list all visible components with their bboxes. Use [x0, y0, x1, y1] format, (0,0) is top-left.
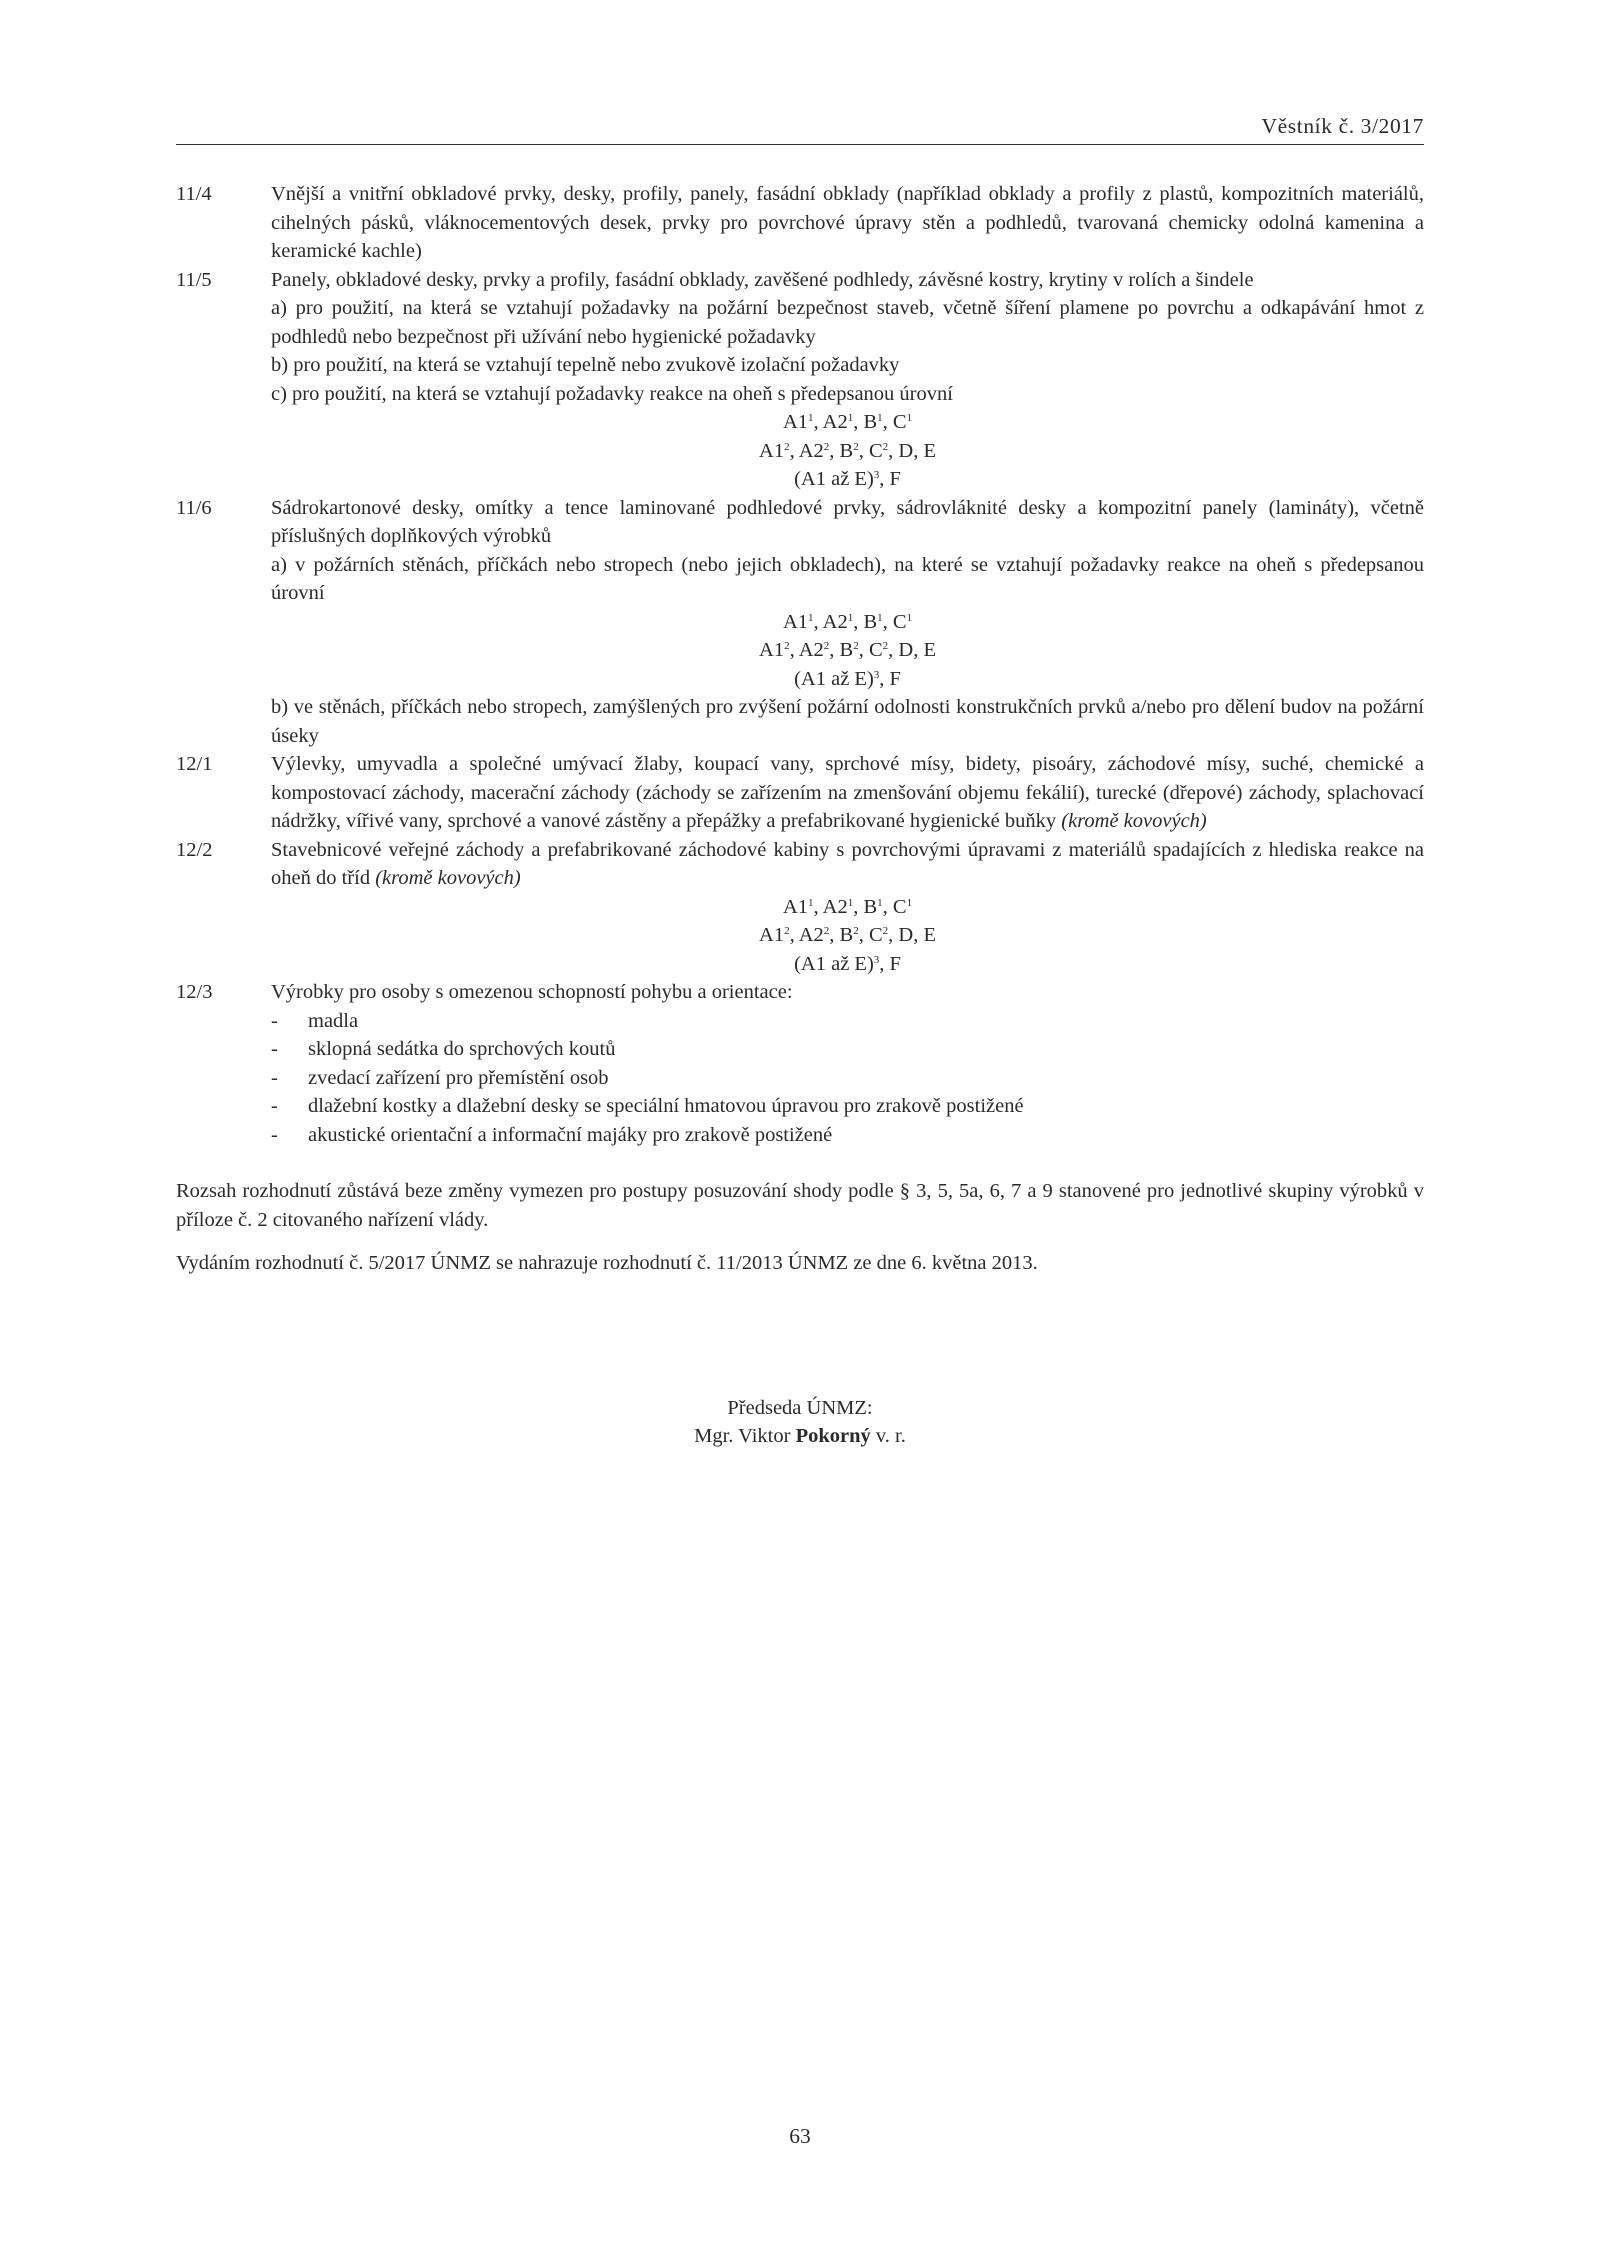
superscript: 1: [906, 611, 913, 624]
list-item-text: zvedací zařízení pro přemístění osob: [308, 1066, 609, 1089]
reaction-class-line-3: (A1 až E)$^3$, F: [794, 952, 901, 975]
reaction-class-line-2: $A1^2$, $A2^2$, $B^2$, $C^2$, D, E: [759, 439, 936, 462]
reaction-class-line-1: $A1^1$, $A2^1$, $B^1$, $C^1$: [782, 411, 913, 433]
superscript: 1: [808, 412, 814, 424]
dash-bullet: -: [271, 1009, 278, 1032]
entry-number: 12/1: [176, 753, 213, 775]
superscript: 1: [906, 412, 913, 424]
entry-text: Stavebnicové veřejné záchody a prefabrikované záchodové kabiny s povrchovými úpravami z materiálů spadajících z hlediska reakce na oheň do tříd: [271, 838, 1424, 889]
list-item: [271, 1035, 1424, 1064]
superscript: 1: [877, 412, 883, 424]
scope-paragraph: Rozsah rozhodnutí zůstává beze změny vymezen pro postupy posuzování shody podle § 3, 5, 5a, 6, 7 a 9 stanovené pro jednotlivé skupiny výrobků v příloze č. 2 citovaného nařízení vlády.: [176, 1180, 1424, 1231]
dash-bullet: -: [271, 1095, 278, 1117]
list-item: [271, 1007, 1424, 1036]
reaction-class-line-2: $A1^2$, $A2^2$, $B^2$, $C^2$, D, E: [759, 924, 936, 946]
entry-subitem-c: c) pro použití, na která se vztahují požadavky reakce na oheň s předepsanou úrovní: [271, 382, 953, 405]
superscript: 2: [882, 640, 889, 652]
dash-bullet: -: [271, 1066, 278, 1089]
superscript: 2: [853, 640, 859, 652]
signature-role: Předseda ÚNMZ:: [727, 1396, 873, 1419]
superscript: 2: [823, 925, 830, 937]
entry-11-6: [176, 494, 1424, 751]
superscript: 2: [882, 925, 889, 937]
entry-text-wrap: [271, 836, 1424, 893]
superscript: 2: [784, 440, 790, 453]
superscript: 2: [882, 440, 889, 453]
list-item: [271, 1092, 1424, 1121]
superscript: 1: [847, 412, 854, 424]
list-item-text: madla: [308, 1009, 359, 1032]
entry-subitem-b: b) pro použití, na která se vztahují tepelně nebo zvukově izolační požadavky: [271, 354, 900, 376]
superscript: 1: [877, 896, 883, 909]
entry-number: 12/3: [176, 981, 213, 1003]
superscript: 3: [873, 953, 880, 966]
entry-12-3: [176, 978, 1424, 1149]
entry-text: Sádrokartonové desky, omítky a tence laminované podhledové prvky, sádrovláknité desky a kompozitní panely (lamináty), včetně příslušných doplňkových výrobků: [271, 496, 1424, 547]
entry-text: Panely, obkladové desky, prvky a profily, fasádní obklady, zavěšené podhledy, závěsné kostry, krytiny v rolích a šindele: [271, 268, 1254, 291]
entry-11-4: [176, 180, 1424, 266]
superscript: 1: [847, 611, 854, 624]
superscript: 2: [823, 440, 830, 453]
reaction-class-line-1: $A1^1$, $A2^1$, $B^1$, $C^1$: [782, 610, 913, 633]
entry-11-5: [176, 266, 1424, 494]
superscript: 3: [873, 469, 880, 481]
superscript: 3: [873, 668, 880, 681]
entry-text: Výlevky, umyvadla a společné umývací žlaby, koupací vany, sprchové mísy, bidety, pisoáry, záchodové mísy, suché, chemické a kompostovací záchody, macerační záchody (záchody se zařízením na zmenšování objemu fekálií), turecké (dřepové) záchody, splachovací nádržky, vířivé vany, sprchové a vanové zástěny a přepážky a prefabrikované hygienické buňky: [271, 753, 1424, 832]
document-content: [176, 180, 1424, 1451]
reaction-class-line-3: (A1 až E)$^3$, F: [794, 667, 901, 690]
entry-subitem-a: a) v požárních stěnách, příčkách nebo stropech (nebo jejich obkladech), na které se vztahují požadavky reakce na oheň s předepsanou úrovní: [271, 553, 1424, 604]
replacement-paragraph: Vydáním rozhodnutí č. 5/2017 ÚNMZ se nahrazuje rozhodnutí č. 11/2013 ÚNMZ ze dne 6. května 2013.: [176, 1252, 1038, 1274]
superscript: 1: [808, 896, 814, 909]
entry-text-wrap: [271, 750, 1424, 836]
entry-text: Výrobky pro osoby s omezenou schopností pohybu a orientace:: [271, 981, 793, 1003]
reaction-class-line-2: $A1^2$, $A2^2$, $B^2$, $C^2$, D, E: [759, 639, 936, 661]
signature-surname: Pokorný: [795, 1425, 871, 1447]
superscript: 1: [906, 896, 913, 909]
entry-number: 11/5: [176, 268, 212, 291]
reaction-class-line-3: (A1 až E)$^3$, F: [794, 468, 901, 490]
entry-note-italic: (kromě kovových): [1061, 810, 1207, 832]
superscript: 2: [853, 440, 859, 453]
list-item-text: akustické orientační a informační majáky pro zrakově postižené: [308, 1123, 833, 1146]
superscript: 2: [784, 640, 790, 652]
header-rule: [176, 144, 1424, 145]
dash-bullet: -: [271, 1123, 278, 1146]
page-header: Věstník č. 3/2017: [1261, 114, 1424, 138]
list-item-text: dlažební kostky a dlažební desky se speciální hmatovou úpravou pro zrakově postižené: [308, 1095, 1024, 1117]
list-item-text: sklopná sedátka do sprchových koutů: [308, 1038, 616, 1060]
superscript: 2: [853, 925, 859, 937]
entry-number: 12/2: [176, 838, 213, 861]
signature-name: [176, 1422, 1424, 1451]
list-item: [271, 1064, 1424, 1093]
reaction-class-line-1: $A1^1$, $A2^1$, $B^1$, $C^1$: [782, 895, 913, 918]
list-item: [271, 1121, 1424, 1150]
entry-12-1: [176, 750, 1424, 836]
entry-note-italic: (kromě kovových): [375, 867, 521, 889]
superscript: 1: [808, 611, 814, 624]
page-number: 63: [789, 2124, 811, 2148]
entry-number: 11/4: [176, 183, 212, 205]
signature-prefix: Mgr. Viktor: [694, 1425, 791, 1447]
entry-subitem-a: a) pro použití, na která se vztahují požadavky na požární bezpečnost staveb, včetně šíření plamene po povrchu a odkapávání hmot z podhledů nebo bezpečnost při užívání nebo hygienické požadavky: [271, 297, 1424, 348]
entry-number: 11/6: [176, 496, 212, 519]
superscript: 1: [877, 611, 883, 624]
superscript: 2: [784, 925, 790, 937]
superscript: 1: [847, 896, 854, 909]
dash-bullet: -: [271, 1038, 278, 1060]
entry-subitem-b: b) ve stěnách, příčkách nebo stropech, zamýšlených pro zvýšení požární odolnosti konstrukčních prvků a/nebo pro dělení budov na požární úseky: [271, 696, 1424, 747]
signature-suffix: v. r.: [875, 1425, 906, 1447]
entry-text: Vnější a vnitřní obkladové prvky, desky, profily, panely, fasádní obklady (například obklady a profily z plastů, kompozitních materiálů, cihelných pásků, vláknocementových desek, prvky pro povrchové úpravy stěn a podhledů, tvarovaná chemicky odolná kamenina a keramické kachle): [271, 183, 1424, 262]
entry-12-2: [176, 836, 1424, 979]
superscript: 2: [823, 640, 830, 652]
